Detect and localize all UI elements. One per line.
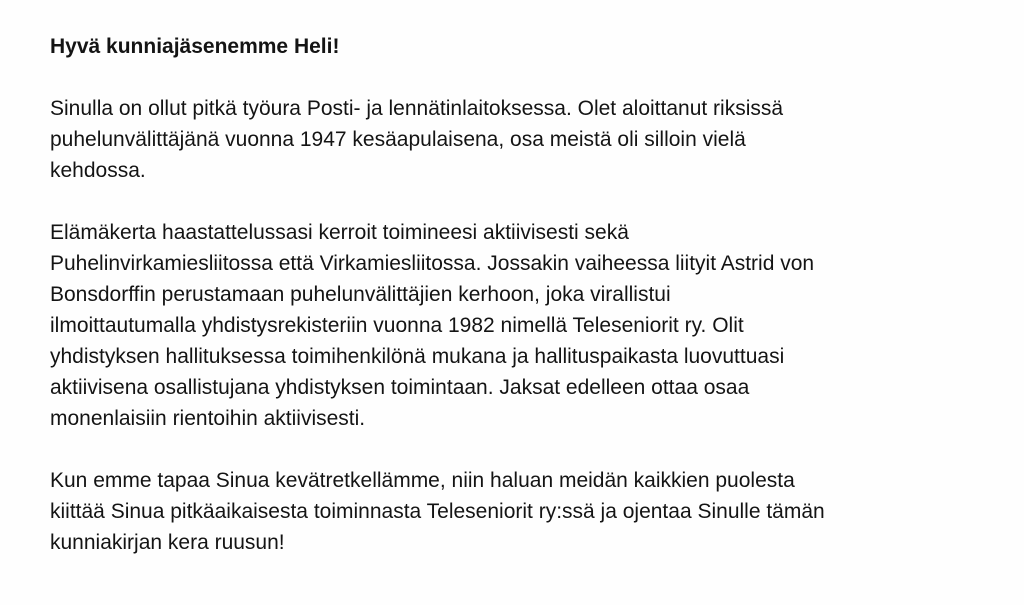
paragraph-activity — [50, 217, 1010, 434]
text-line: ilmoittautumalla yhdistysrekisteriin vuonna 1982 nimellä Teleseniorit ry. Olit — [50, 314, 744, 337]
text-line: Elämäkerta haastattelussasi kerroit toimineesi aktiivisesti sekä — [50, 221, 629, 244]
text-line: kehdossa. — [50, 159, 146, 182]
text-line: Sinulla on ollut pitkä työura Posti- ja lennätinlaitoksessa. Olet aloittanut riksissä — [50, 97, 784, 120]
text-line: kiittää Sinua pitkäaikaisesta toiminnasta Teleseniorit ry:ssä ja ojentaa Sinulle tämän — [50, 500, 825, 523]
paragraph-career — [50, 93, 1010, 186]
paragraph-thanks — [50, 465, 1010, 558]
text-line: Puhelinvirkamiesliitossa että Virkamiesliitossa. Jossakin vaiheessa liityit Astrid von — [50, 252, 815, 275]
text-line: Bonsdorffin perustamaan puhelunvälittäjien kerhoon, joka virallistui — [50, 283, 671, 306]
text-line: Kun emme tapaa Sinua kevätretkellämme, niin haluan meidän kaikkien puolesta — [50, 469, 795, 492]
text-line: kunniakirjan kera ruusun! — [50, 531, 285, 554]
salutation: Hyvä kunniajäsenemme Heli! — [50, 35, 340, 58]
text-line: aktiivisena osallistujana yhdistyksen toimintaan. Jaksat edelleen ottaa osaa — [50, 376, 750, 399]
letter-body — [50, 31, 1010, 558]
text-line: monenlaisiin rientoihin aktiivisesti. — [50, 407, 366, 430]
text-line: puhelunvälittäjänä vuonna 1947 kesäapulaisena, osa meistä oli silloin vielä — [50, 128, 746, 151]
text-line: yhdistyksen hallituksessa toimihenkilönä mukana ja hallituspaikasta luovuttuasi — [50, 345, 785, 368]
